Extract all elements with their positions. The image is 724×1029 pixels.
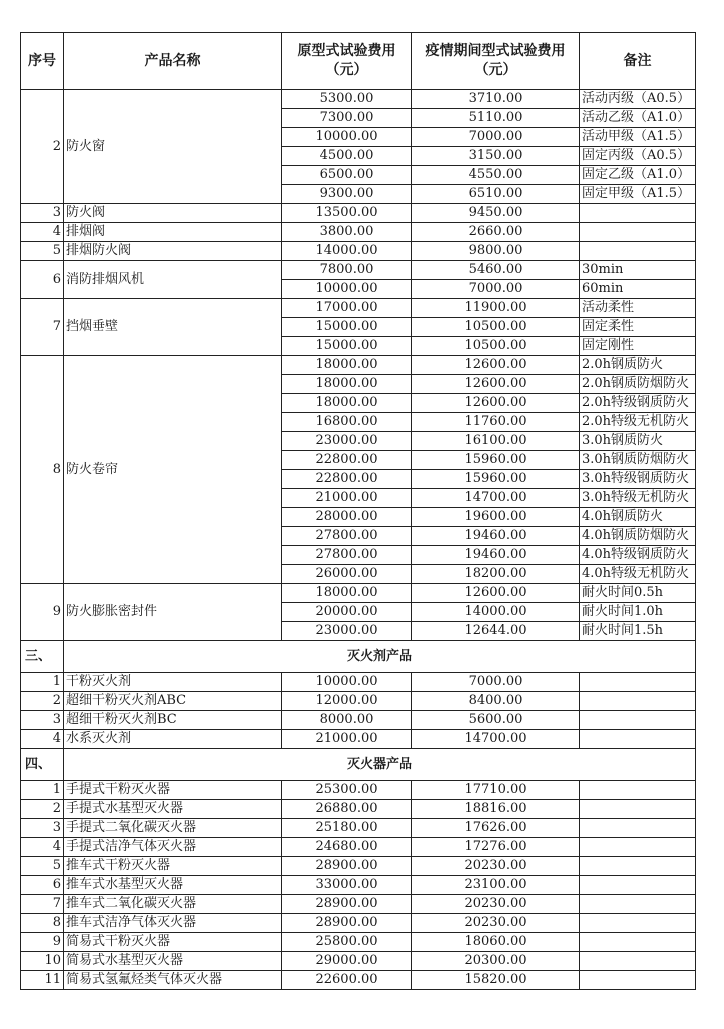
note xyxy=(580,952,696,971)
note xyxy=(580,857,696,876)
table-row xyxy=(21,857,696,876)
epidemic-fee: 17710.00 xyxy=(412,781,580,800)
product-name: 推车式二氧化碳灭火器 xyxy=(64,895,282,914)
section-title: 灭火器产品 xyxy=(64,749,696,781)
epidemic-fee: 12644.00 xyxy=(412,622,580,641)
product-name: 消防排烟风机 xyxy=(64,261,282,299)
epidemic-fee: 12600.00 xyxy=(412,394,580,413)
original-fee: 24680.00 xyxy=(282,838,412,857)
row-number: 5 xyxy=(21,242,64,261)
product-name: 防火膨胀密封件 xyxy=(64,584,282,641)
note xyxy=(580,673,696,692)
table-row xyxy=(21,673,696,692)
row-number: 4 xyxy=(21,838,64,857)
original-fee: 25300.00 xyxy=(282,781,412,800)
note: 4.0h钢质防火 xyxy=(580,508,696,527)
epidemic-fee: 19460.00 xyxy=(412,527,580,546)
epidemic-fee: 8400.00 xyxy=(412,692,580,711)
epidemic-fee: 19460.00 xyxy=(412,546,580,565)
note: 60min xyxy=(580,280,696,299)
row-number: 10 xyxy=(21,952,64,971)
table-row xyxy=(21,971,696,990)
epidemic-fee: 12600.00 xyxy=(412,356,580,375)
table-row xyxy=(21,781,696,800)
original-fee: 18000.00 xyxy=(282,375,412,394)
table-row xyxy=(21,838,696,857)
epidemic-fee: 12600.00 xyxy=(412,584,580,603)
note: 2.0h特级无机防火 xyxy=(580,413,696,432)
original-fee: 26880.00 xyxy=(282,800,412,819)
row-number: 6 xyxy=(21,261,64,299)
epidemic-fee: 14700.00 xyxy=(412,730,580,749)
original-fee: 29000.00 xyxy=(282,952,412,971)
note xyxy=(580,730,696,749)
original-fee: 18000.00 xyxy=(282,356,412,375)
row-number: 3 xyxy=(21,711,64,730)
header-row xyxy=(21,33,696,90)
epidemic-fee: 20230.00 xyxy=(412,914,580,933)
epidemic-fee: 10500.00 xyxy=(412,337,580,356)
epidemic-fee: 5600.00 xyxy=(412,711,580,730)
epidemic-fee: 18060.00 xyxy=(412,933,580,952)
original-fee: 4500.00 xyxy=(282,147,412,166)
note: 耐火时间0.5h xyxy=(580,584,696,603)
row-number: 5 xyxy=(21,857,64,876)
row-number: 2 xyxy=(21,692,64,711)
note: 活动甲级（A1.5） xyxy=(580,128,696,147)
product-name: 水系灭火剂 xyxy=(64,730,282,749)
table-row xyxy=(21,895,696,914)
product-name: 推车式干粉灭火器 xyxy=(64,857,282,876)
original-fee: 22800.00 xyxy=(282,470,412,489)
note: 4.0h钢质防烟防火 xyxy=(580,527,696,546)
section-label: 三、 xyxy=(21,641,64,673)
epidemic-fee: 23100.00 xyxy=(412,876,580,895)
row-number: 1 xyxy=(21,781,64,800)
note: 2.0h钢质防烟防火 xyxy=(580,375,696,394)
product-name: 干粉灭火剂 xyxy=(64,673,282,692)
product-name: 超细干粉灭火剂BC xyxy=(64,711,282,730)
row-number: 4 xyxy=(21,730,64,749)
original-fee: 6500.00 xyxy=(282,166,412,185)
epidemic-fee: 17626.00 xyxy=(412,819,580,838)
epidemic-fee: 20300.00 xyxy=(412,952,580,971)
row-number: 9 xyxy=(21,584,64,641)
note xyxy=(580,781,696,800)
row-number: 8 xyxy=(21,356,64,584)
note: 固定刚性 xyxy=(580,337,696,356)
original-fee: 15000.00 xyxy=(282,318,412,337)
section-title: 灭火剂产品 xyxy=(64,641,696,673)
original-fee: 33000.00 xyxy=(282,876,412,895)
original-fee: 25800.00 xyxy=(282,933,412,952)
note: 3.0h钢质防烟防火 xyxy=(580,451,696,470)
original-fee: 20000.00 xyxy=(282,603,412,622)
table-row xyxy=(21,952,696,971)
header-orig-fee: 原型式试验费用 （元） xyxy=(282,33,412,90)
original-fee: 9300.00 xyxy=(282,185,412,204)
epidemic-fee: 2660.00 xyxy=(412,223,580,242)
table-row xyxy=(21,204,696,223)
note: 2.0h钢质防火 xyxy=(580,356,696,375)
note xyxy=(580,800,696,819)
epidemic-fee: 18816.00 xyxy=(412,800,580,819)
note xyxy=(580,242,696,261)
note xyxy=(580,204,696,223)
product-name: 推车式洁净气体灭火器 xyxy=(64,914,282,933)
table-row xyxy=(21,299,696,318)
row-number: 2 xyxy=(21,90,64,204)
epidemic-fee: 7000.00 xyxy=(412,673,580,692)
note xyxy=(580,933,696,952)
original-fee: 14000.00 xyxy=(282,242,412,261)
note: 3.0h钢质防火 xyxy=(580,432,696,451)
original-fee: 28900.00 xyxy=(282,857,412,876)
note: 活动乙级（A1.0） xyxy=(580,109,696,128)
original-fee: 28900.00 xyxy=(282,914,412,933)
row-number: 11 xyxy=(21,971,64,990)
note: 固定甲级（A1.5） xyxy=(580,185,696,204)
table-row xyxy=(21,692,696,711)
table-row xyxy=(21,800,696,819)
epidemic-fee: 4550.00 xyxy=(412,166,580,185)
note: 固定柔性 xyxy=(580,318,696,337)
product-name: 简易式氢氟烃类气体灭火器 xyxy=(64,971,282,990)
epidemic-fee: 20230.00 xyxy=(412,895,580,914)
original-fee: 21000.00 xyxy=(282,489,412,508)
original-fee: 26000.00 xyxy=(282,565,412,584)
original-fee: 18000.00 xyxy=(282,394,412,413)
table-body xyxy=(21,90,696,990)
note xyxy=(580,819,696,838)
header-note: 备注 xyxy=(580,33,696,90)
note: 2.0h特级钢质防火 xyxy=(580,394,696,413)
note: 30min xyxy=(580,261,696,280)
epidemic-fee: 9450.00 xyxy=(412,204,580,223)
original-fee: 23000.00 xyxy=(282,622,412,641)
original-fee: 21000.00 xyxy=(282,730,412,749)
note xyxy=(580,895,696,914)
epidemic-fee: 15960.00 xyxy=(412,470,580,489)
note: 固定乙级（A1.0） xyxy=(580,166,696,185)
table-row xyxy=(21,711,696,730)
product-name: 防火阀 xyxy=(64,204,282,223)
original-fee: 8000.00 xyxy=(282,711,412,730)
table-row xyxy=(21,730,696,749)
note: 活动柔性 xyxy=(580,299,696,318)
product-name: 超细干粉灭火剂ABC xyxy=(64,692,282,711)
row-number: 2 xyxy=(21,800,64,819)
note: 固定丙级（A0.5） xyxy=(580,147,696,166)
original-fee: 27800.00 xyxy=(282,527,412,546)
epidemic-fee: 11760.00 xyxy=(412,413,580,432)
original-fee: 27800.00 xyxy=(282,546,412,565)
row-number: 1 xyxy=(21,673,64,692)
note xyxy=(580,876,696,895)
section-label: 四、 xyxy=(21,749,64,781)
table-row xyxy=(21,223,696,242)
epidemic-fee: 19600.00 xyxy=(412,508,580,527)
note xyxy=(580,692,696,711)
epidemic-fee: 9800.00 xyxy=(412,242,580,261)
product-name: 挡烟垂壁 xyxy=(64,299,282,356)
table-row xyxy=(21,356,696,375)
header-epidemic-fee: 疫情期间型式试验费用 （元） xyxy=(412,33,580,90)
note: 耐火时间1.5h xyxy=(580,622,696,641)
fee-table xyxy=(20,32,696,990)
product-name: 防火卷帘 xyxy=(64,356,282,584)
original-fee: 7800.00 xyxy=(282,261,412,280)
original-fee: 16800.00 xyxy=(282,413,412,432)
epidemic-fee: 20230.00 xyxy=(412,857,580,876)
note xyxy=(580,223,696,242)
row-number: 6 xyxy=(21,876,64,895)
original-fee: 28900.00 xyxy=(282,895,412,914)
epidemic-fee: 14000.00 xyxy=(412,603,580,622)
product-name: 手提式水基型灭火器 xyxy=(64,800,282,819)
original-fee: 25180.00 xyxy=(282,819,412,838)
epidemic-fee: 5460.00 xyxy=(412,261,580,280)
table-row xyxy=(21,242,696,261)
epidemic-fee: 10500.00 xyxy=(412,318,580,337)
table-row xyxy=(21,876,696,895)
table-row xyxy=(21,584,696,603)
product-name: 手提式干粉灭火器 xyxy=(64,781,282,800)
original-fee: 23000.00 xyxy=(282,432,412,451)
product-name: 手提式洁净气体灭火器 xyxy=(64,838,282,857)
epidemic-fee: 15960.00 xyxy=(412,451,580,470)
product-name: 简易式水基型灭火器 xyxy=(64,952,282,971)
epidemic-fee: 7000.00 xyxy=(412,280,580,299)
note: 3.0h特级无机防火 xyxy=(580,489,696,508)
original-fee: 18000.00 xyxy=(282,584,412,603)
epidemic-fee: 5110.00 xyxy=(412,109,580,128)
original-fee: 10000.00 xyxy=(282,128,412,147)
epidemic-fee: 3710.00 xyxy=(412,90,580,109)
table-row xyxy=(21,261,696,280)
note xyxy=(580,838,696,857)
original-fee: 13500.00 xyxy=(282,204,412,223)
note: 耐火时间1.0h xyxy=(580,603,696,622)
original-fee: 28000.00 xyxy=(282,508,412,527)
row-number: 4 xyxy=(21,223,64,242)
original-fee: 22600.00 xyxy=(282,971,412,990)
epidemic-fee: 12600.00 xyxy=(412,375,580,394)
table-row xyxy=(21,819,696,838)
note xyxy=(580,971,696,990)
row-number: 9 xyxy=(21,933,64,952)
epidemic-fee: 7000.00 xyxy=(412,128,580,147)
note: 3.0h特级钢质防火 xyxy=(580,470,696,489)
original-fee: 10000.00 xyxy=(282,673,412,692)
product-name: 手提式二氧化碳灭火器 xyxy=(64,819,282,838)
original-fee: 5300.00 xyxy=(282,90,412,109)
row-number: 7 xyxy=(21,299,64,356)
note xyxy=(580,711,696,730)
original-fee: 10000.00 xyxy=(282,280,412,299)
section-header-row xyxy=(21,749,696,781)
original-fee: 22800.00 xyxy=(282,451,412,470)
original-fee: 3800.00 xyxy=(282,223,412,242)
product-name: 排烟阀 xyxy=(64,223,282,242)
note: 4.0h特级无机防火 xyxy=(580,565,696,584)
epidemic-fee: 16100.00 xyxy=(412,432,580,451)
table-row xyxy=(21,90,696,109)
note: 4.0h特级钢质防火 xyxy=(580,546,696,565)
note: 活动丙级（A0.5） xyxy=(580,90,696,109)
table-row xyxy=(21,933,696,952)
epidemic-fee: 14700.00 xyxy=(412,489,580,508)
epidemic-fee: 3150.00 xyxy=(412,147,580,166)
product-name: 简易式干粉灭火器 xyxy=(64,933,282,952)
header-no: 序号 xyxy=(21,33,64,90)
row-number: 3 xyxy=(21,819,64,838)
original-fee: 7300.00 xyxy=(282,109,412,128)
original-fee: 15000.00 xyxy=(282,337,412,356)
epidemic-fee: 11900.00 xyxy=(412,299,580,318)
epidemic-fee: 18200.00 xyxy=(412,565,580,584)
row-number: 7 xyxy=(21,895,64,914)
original-fee: 12000.00 xyxy=(282,692,412,711)
original-fee: 17000.00 xyxy=(282,299,412,318)
table-row xyxy=(21,914,696,933)
header-name: 产品名称 xyxy=(64,33,282,90)
epidemic-fee: 17276.00 xyxy=(412,838,580,857)
row-number: 3 xyxy=(21,204,64,223)
section-header-row xyxy=(21,641,696,673)
product-name: 排烟防火阀 xyxy=(64,242,282,261)
epidemic-fee: 15820.00 xyxy=(412,971,580,990)
epidemic-fee: 6510.00 xyxy=(412,185,580,204)
product-name: 推车式水基型灭火器 xyxy=(64,876,282,895)
note xyxy=(580,914,696,933)
product-name: 防火窗 xyxy=(64,90,282,204)
row-number: 8 xyxy=(21,914,64,933)
